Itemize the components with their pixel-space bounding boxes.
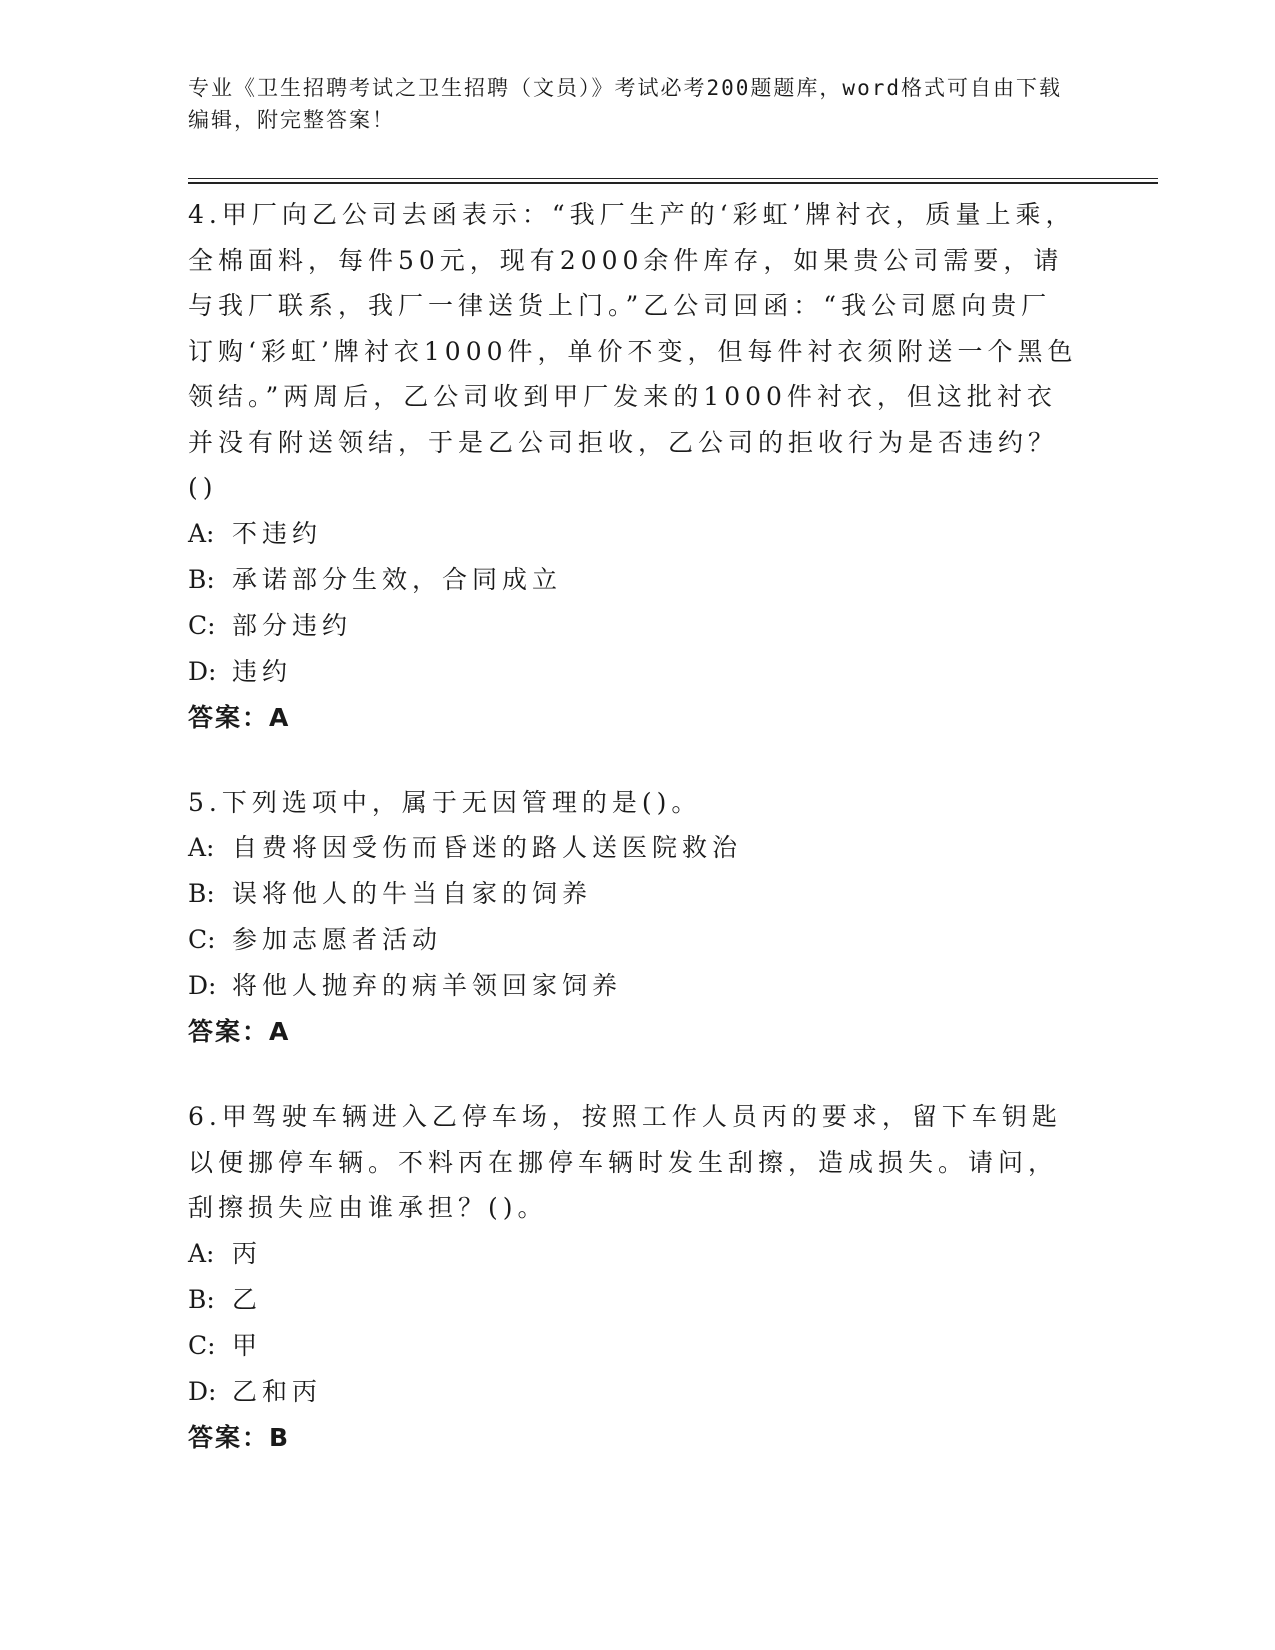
option-letter: B: <box>188 1284 215 1314</box>
option-letter: A: <box>188 1238 215 1268</box>
option-text: 违约 <box>232 656 293 686</box>
option-letter: D: <box>188 656 217 686</box>
option-text: 不违约 <box>232 518 323 548</box>
option-text: 乙 <box>232 1284 263 1314</box>
option-letter: C: <box>188 925 216 954</box>
option-d <box>188 963 1078 1009</box>
option-letter: C: <box>188 1330 216 1360</box>
option-letter: D: <box>188 971 217 1000</box>
option-letter: A: <box>188 518 215 548</box>
option-text: 丙 <box>232 1238 263 1268</box>
question-5 <box>188 780 1078 1056</box>
question-6 <box>188 1094 1078 1461</box>
question-4 <box>188 192 1078 741</box>
header-divider-thin <box>188 178 1158 179</box>
option-d <box>188 1369 1078 1415</box>
header-divider-thick <box>188 182 1158 184</box>
document-header: 专业《卫生招聘考试之卫生招聘（文员）》考试必考200题题库，word格式可自由下载编辑，附完整答案！ <box>188 76 1062 132</box>
option-b <box>188 871 1078 917</box>
answer-line: 答案：A <box>188 1017 291 1046</box>
option-a <box>188 1231 1078 1277</box>
option-text: 甲 <box>232 1330 263 1360</box>
option-text: 参加志愿者活动 <box>232 925 443 954</box>
option-c <box>188 603 1078 649</box>
option-text: 误将他人的牛当自家的饲养 <box>232 879 593 908</box>
option-letter: B: <box>188 564 215 594</box>
option-d <box>188 649 1078 695</box>
option-text: 乙和丙 <box>232 1376 323 1406</box>
option-c <box>188 917 1078 963</box>
option-text: 将他人抛弃的病羊领回家饲养 <box>232 971 623 1000</box>
option-letter: B: <box>188 879 215 908</box>
answer-line: 答案：B <box>188 1422 291 1452</box>
question-stem: 6.甲驾驶车辆进入乙停车场，按照工作人员丙的要求，留下车钥匙以便挪停车辆。不料丙在挪停车辆时发生刮擦，造成损失。请问，刮擦损失应由谁承担？()。 <box>188 1102 1062 1222</box>
option-letter: C: <box>188 610 216 640</box>
option-letter: D: <box>188 1376 217 1406</box>
option-a <box>188 825 1078 871</box>
option-letter: A: <box>188 833 215 862</box>
answer-line: 答案：A <box>188 702 291 732</box>
option-text: 自费将因受伤而昏迷的路人送医院救治 <box>232 833 743 862</box>
option-text: 部分违约 <box>232 610 353 640</box>
option-c <box>188 1323 1078 1369</box>
question-stem: 5.下列选项中，属于无因管理的是()。 <box>188 787 702 817</box>
option-text: 承诺部分生效，合同成立 <box>232 564 563 594</box>
option-a <box>188 511 1078 557</box>
option-b <box>188 1277 1078 1323</box>
question-stem: 4.甲厂向乙公司去函表示：“我厂生产的‘彩虹’牌衬衣，质量上乘，全棉面料，每件50元，现有2000余件库存，如果贵公司需要，请与我厂联系，我厂一律送货上门。”乙公司回函：“我公司愿向贵厂订购‘彩虹’牌衬衣1000件，单价不变，但每件衬衣须附送一个黑色领结。”两周后，乙公司收到甲厂发来的1000件衬衣，但这批衬衣并没有附送领结，于是乙公司拒收，乙公司的拒收行为是否违约？() <box>188 200 1078 502</box>
option-b <box>188 557 1078 603</box>
question-list <box>188 192 1078 1500</box>
